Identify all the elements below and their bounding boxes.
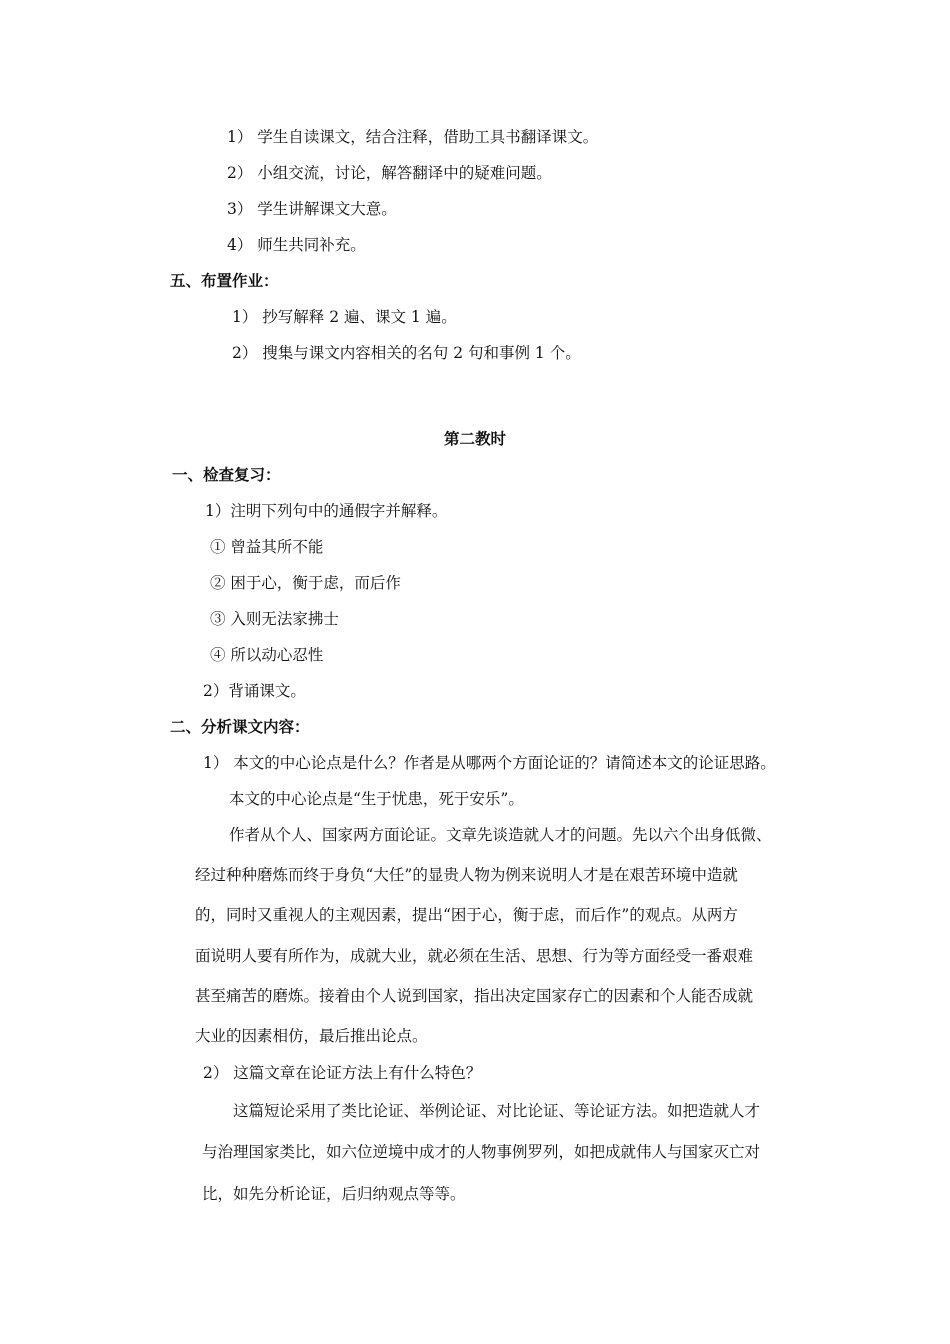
question-2: 2） 这篇文章在论证方法上有什么特色？ <box>203 1064 482 1082</box>
homework-item: 2） 搜集与课文内容相关的名句 2 句和事例 1 个。 <box>232 344 581 362</box>
answer-paragraph-line: 大业的因素相仿，最后推出论点。 <box>195 1027 428 1045</box>
review-item: 1）注明下列句中的通假字并解释。 <box>205 502 448 520</box>
review-item: 2）背诵课文。 <box>203 682 306 700</box>
sentence-item: ④ 所以动心忍性 <box>210 646 324 664</box>
answer-paragraph-line: 面说明人要有所作为，成就大业，就必须在生活、思想、行为等方面经受一番艰难 <box>195 947 754 965</box>
answer-paragraph-line: 这篇短论采用了类比论证、举例论证、对比论证、等论证方法。如把造就人才 <box>233 1102 761 1120</box>
sentence-item: ① 曾益其所不能 <box>210 538 324 556</box>
sentence-item: ② 困于心，衡于虑，而后作 <box>210 574 401 592</box>
answer-paragraph-line: 作者从个人、国家两方面论证。文章先谈造就人才的问题。先以六个出身低微、 <box>229 826 772 844</box>
answer-paragraph-line: 经过种种磨炼而终于身负“大任”的显贵人物为例来说明人才是在艰苦环境中造就 <box>195 866 738 884</box>
question-1: 1） 本文的中心论点是什么？作者是从哪两个方面论证的？请简述本文的论证思路。 <box>203 754 776 772</box>
lesson-title: 第二教时 <box>443 429 506 448</box>
answer-paragraph-line: 的，同时又重视人的主观因素，提出“困于心，衡于虑，而后作”的观点。从两方 <box>195 906 738 924</box>
sentence-item: ③ 入则无法家拂士 <box>210 610 339 628</box>
step-item: 3） 学生讲解课文大意。 <box>227 200 397 218</box>
answer-paragraph-line: 与治理国家类比，如六位逆境中成才的人物事例罗列，如把成就伟人与国家灭亡对 <box>202 1143 761 1161</box>
analysis-heading: 二、分析课文内容： <box>170 717 310 736</box>
answer-paragraph-line: 比，如先分析论证，后归纳观点等等。 <box>202 1185 466 1203</box>
step-item: 1） 学生自读课文，结合注释，借助工具书翻译课文。 <box>227 128 599 146</box>
answer-paragraph-line: 甚至痛苦的磨炼。接着由个人说到国家，指出决定国家存亡的因素和个人能否成就 <box>195 987 754 1005</box>
step-item: 2） 小组交流，讨论，解答翻译中的疑难问题。 <box>227 164 552 182</box>
homework-heading: 五、布置作业： <box>170 271 279 290</box>
review-heading: 一、检查复习： <box>172 465 281 484</box>
homework-item: 1） 抄写解释 2 遍、课文 1 遍。 <box>232 308 457 326</box>
step-item: 4） 师生共同补充。 <box>227 236 366 254</box>
answer-thesis: 本文的中心论点是“生于忧患，死于安乐”。 <box>229 790 524 808</box>
